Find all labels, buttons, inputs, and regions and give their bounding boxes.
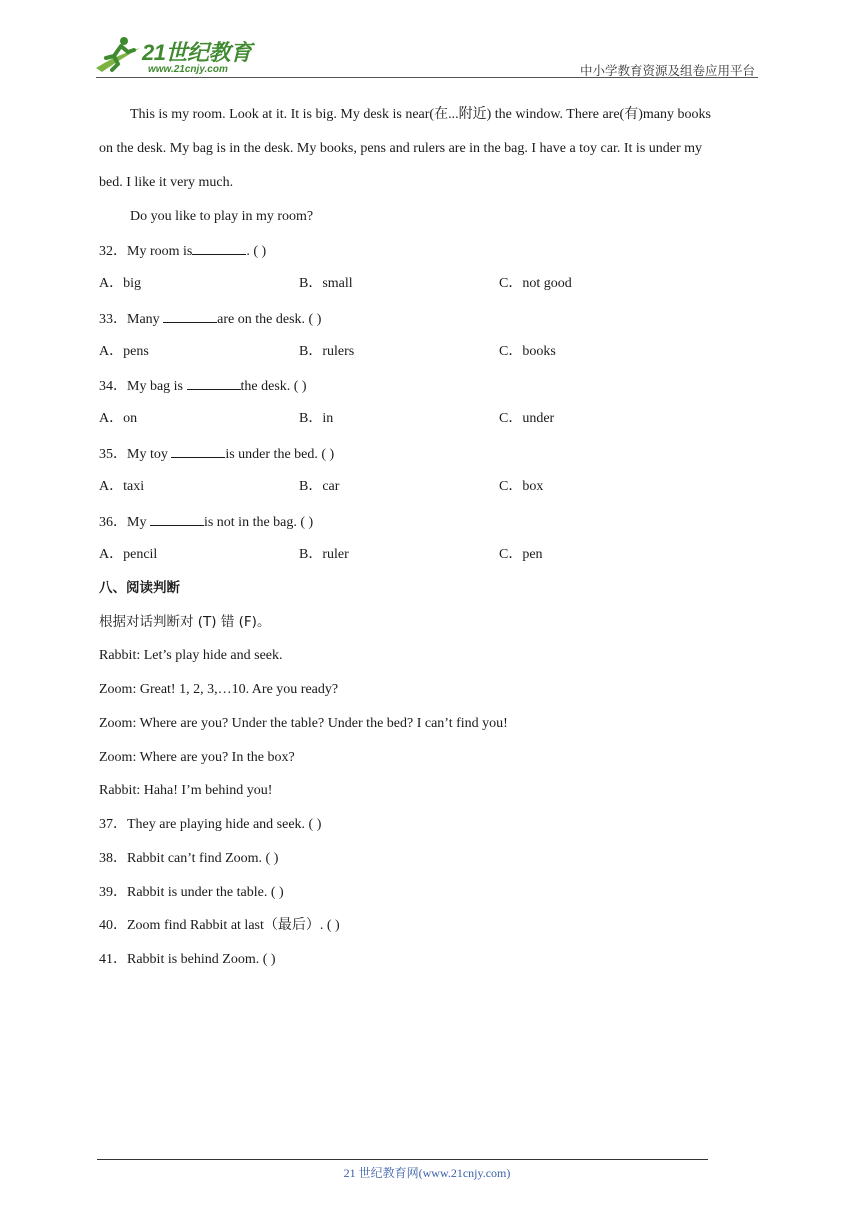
judgement-37[interactable]: 37．They are playing hide and seek. ( ) <box>99 817 322 832</box>
judgement-40[interactable]: 40．Zoom find Rabbit at last（最后）. ( ) <box>99 918 340 933</box>
dialogue-line: Rabbit: Haha! I’m behind you! <box>99 783 273 798</box>
question-35 <box>99 443 334 465</box>
runner-logo-icon <box>94 34 142 74</box>
question-number: 32． <box>99 244 127 259</box>
dialogue-line: Zoom: Where are you? Under the table? Under the bed? I can’t find you! <box>99 716 508 731</box>
answer-blank[interactable] <box>187 375 241 390</box>
site-logo <box>94 34 259 78</box>
dialogue-line: Zoom: Where are you? In the box? <box>99 750 295 765</box>
option-c[interactable]: C．books <box>499 344 556 359</box>
section-instruction: 根据对话判断对 (T) 错 (F)。 <box>99 614 271 630</box>
option-a[interactable]: A．pens <box>99 344 149 359</box>
question-text: . ( ) <box>246 244 267 259</box>
option-c[interactable]: C．box <box>499 479 544 494</box>
question-text: My room is <box>127 244 193 259</box>
question-34 <box>99 375 307 397</box>
question-text: is not in the bag. ( ) <box>203 515 314 530</box>
question-36 <box>99 511 313 533</box>
option-a[interactable]: A．pencil <box>99 547 158 562</box>
option-a[interactable]: A．taxi <box>99 479 145 494</box>
dialogue-line: Zoom: Great! 1, 2, 3,…10. Are you ready? <box>99 682 339 697</box>
passage-line: This is my room. Look at it. It is big. My desk is near(在...附近) the window. There are(有)many books <box>130 107 711 122</box>
question-text: My toy <box>127 447 172 462</box>
option-b[interactable]: B．small <box>299 276 353 291</box>
passage-line: bed. I like it very much. <box>99 175 234 190</box>
question-text: are on the desk. ( ) <box>217 312 322 327</box>
question-number: 35． <box>99 447 127 462</box>
page-header <box>0 0 860 80</box>
logo-text: 21世纪教育 <box>142 40 252 65</box>
footer-divider <box>97 1159 708 1160</box>
section-heading: 八、阅读判断 <box>99 580 180 596</box>
option-b[interactable]: B．car <box>299 479 340 494</box>
question-number: 33． <box>99 312 127 327</box>
answer-blank[interactable] <box>150 511 204 526</box>
answer-blank[interactable] <box>192 240 246 255</box>
judgement-38[interactable]: 38．Rabbit can’t find Zoom. ( ) <box>99 851 279 866</box>
question-text: is under the bed. ( ) <box>225 447 335 462</box>
question-32 <box>99 240 266 262</box>
page-footer <box>0 1164 860 1181</box>
question-text: My <box>127 515 150 530</box>
logo-url: www.21cnjy.com <box>148 64 228 75</box>
question-text: Many <box>127 312 164 327</box>
answer-blank[interactable] <box>163 308 217 323</box>
judgement-39[interactable]: 39．Rabbit is under the table. ( ) <box>99 885 284 900</box>
option-c[interactable]: C．pen <box>499 547 543 562</box>
question-text: the desk. ( ) <box>240 379 307 394</box>
footer-link[interactable]: 21 世纪教育网(www.21cnjy.com) <box>343 1166 511 1180</box>
header-divider <box>96 77 758 78</box>
question-number: 34． <box>99 379 127 394</box>
question-number: 36． <box>99 515 127 530</box>
option-a[interactable]: A．big <box>99 276 141 291</box>
question-33 <box>99 308 321 330</box>
option-c[interactable]: C．not good <box>499 276 572 291</box>
option-b[interactable]: B．in <box>299 411 334 426</box>
passage-line: on the desk. My bag is in the desk. My books, pens and rulers are in the bag. I have a toy car. It is under my <box>99 141 703 156</box>
option-b[interactable]: B．rulers <box>299 344 355 359</box>
judgement-41[interactable]: 41．Rabbit is behind Zoom. ( ) <box>99 952 276 967</box>
dialogue-line: Rabbit: Let’s play hide and seek. <box>99 648 283 663</box>
platform-title: 中小学教育资源及组卷应用平台 <box>579 64 755 78</box>
question-text: My bag is <box>127 379 187 394</box>
answer-blank[interactable] <box>171 443 225 458</box>
option-b[interactable]: B．ruler <box>299 547 349 562</box>
passage-line: Do you like to play in my room? <box>130 209 314 224</box>
option-c[interactable]: C．under <box>499 411 555 426</box>
option-a[interactable]: A．on <box>99 411 138 426</box>
